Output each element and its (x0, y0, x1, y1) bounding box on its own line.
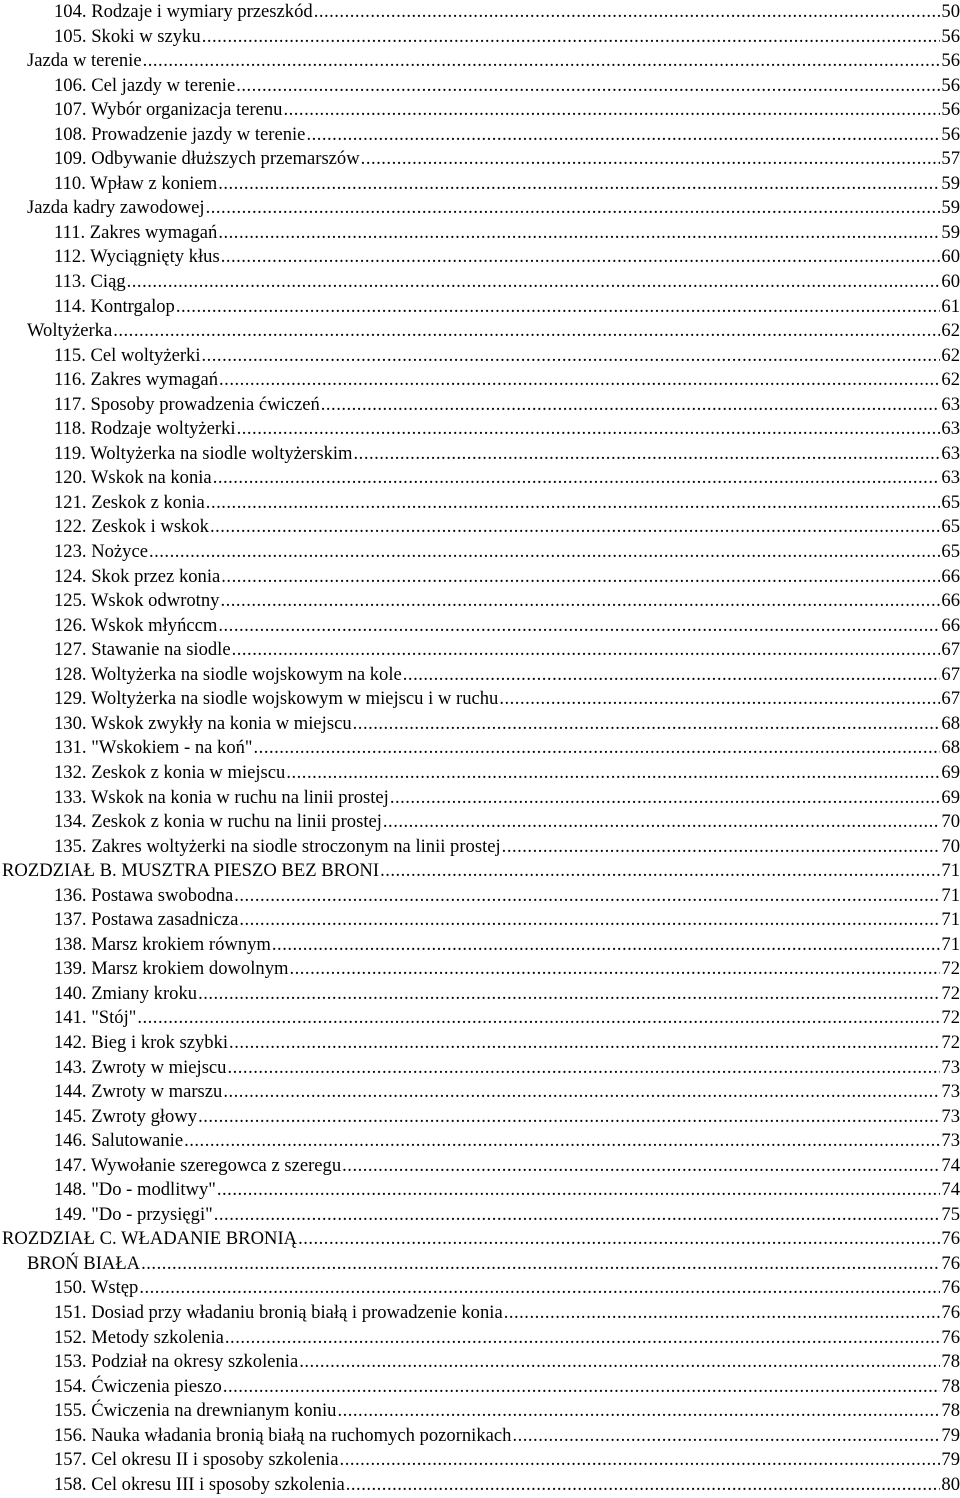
toc-entry-title: 130. Wskok zwykły na konia w miejscu (54, 712, 352, 734)
toc-entry (0, 25, 960, 50)
toc-entry-title: 129. Woltyżerka na siodle wojskowym w miejscu i w ruchu (54, 688, 499, 710)
toc-leader-dots (137, 1006, 940, 1031)
toc-entry (0, 957, 960, 982)
toc-entry (0, 123, 960, 148)
toc-entry-title: 127. Stawanie na siodle (54, 639, 231, 661)
toc-entry (0, 982, 960, 1007)
toc-page-number: 78 (941, 1400, 960, 1422)
toc-entry (0, 270, 960, 295)
toc-leader-dots (214, 1203, 941, 1228)
toc-page-number: 67 (941, 663, 960, 685)
toc-entry-title: 155. Ćwiczenia na drewnianym koniu (54, 1400, 337, 1422)
toc-page-number: 67 (941, 639, 960, 661)
toc-entry (0, 147, 960, 172)
toc-entry-title: 111. Zakres wymagań (54, 221, 218, 243)
toc-entry-title: 124. Skok przez konia (54, 565, 221, 587)
toc-entry-title: 154. Ćwiczenia pieszo (54, 1375, 222, 1397)
toc-leader-dots (286, 761, 940, 786)
toc-page-number: 66 (941, 614, 960, 636)
toc-entry-title: 114. Kontrgalop (54, 295, 175, 317)
toc-entry (0, 1448, 960, 1473)
toc-leader-dots (340, 1448, 941, 1473)
toc-leader-dots (202, 25, 941, 50)
toc-page-number: 74 (941, 1154, 960, 1176)
toc-entry-title: 158. Cel okresu III i sposoby szkolenia (54, 1473, 345, 1495)
toc-page-number: 68 (941, 712, 960, 734)
toc-leader-dots (213, 466, 941, 491)
toc-leader-dots (141, 1252, 940, 1277)
toc-entry (0, 172, 960, 197)
toc-entry-title: 135. Zakres woltyżerki na siodle stroczonym na linii prostej (54, 835, 501, 857)
toc-entry (0, 368, 960, 393)
toc-leader-dots (403, 663, 941, 688)
toc-page-number: 56 (941, 74, 960, 96)
toc-entry (0, 540, 960, 565)
toc-page-number: 76 (941, 1228, 960, 1250)
toc-entry-title: 104. Rodzaje i wymiary przeszkód (54, 1, 313, 22)
toc-entry-title: 126. Wskok młyńccm (54, 614, 218, 636)
toc-page-number: 57 (941, 148, 960, 170)
toc-entry (0, 1326, 960, 1351)
toc-entry-title: 147. Wywołanie szeregowca z szeregu (54, 1154, 342, 1176)
toc-entry-title: 106. Cel jazdy w terenie (54, 74, 236, 96)
toc-page-number: 69 (941, 761, 960, 783)
toc-entry-title: 120. Wskok na konia (54, 467, 212, 489)
toc-entry (0, 638, 960, 663)
toc-entry (0, 1473, 960, 1498)
toc-entry (0, 515, 960, 540)
toc-page-number: 76 (941, 1301, 960, 1323)
toc-leader-dots (198, 1105, 940, 1130)
toc-page-number: 71 (941, 884, 960, 906)
toc-leader-dots (234, 884, 940, 909)
toc-leader-dots (206, 491, 941, 516)
toc-entry (0, 1080, 960, 1105)
toc-entry (0, 1375, 960, 1400)
toc-entry-title: 125. Wskok odwrotny (54, 590, 220, 612)
toc-page-number: 80 (941, 1473, 960, 1495)
toc-entry-title: 151. Dosiad przy władaniu bronią białą i prowadzenie konia (54, 1301, 503, 1323)
toc-leader-dots (254, 736, 941, 761)
toc-page-number: 59 (941, 221, 960, 243)
toc-entry-title: 133. Wskok na konia w ruchu na linii prostej (54, 786, 389, 808)
toc-page-number: 65 (941, 541, 960, 563)
toc-entry (0, 663, 960, 688)
toc-entry (0, 1178, 960, 1203)
toc-entry (0, 1105, 960, 1130)
toc-leader-dots (184, 1129, 940, 1154)
toc-leader-dots (223, 1375, 941, 1400)
toc-page-number: 72 (941, 1007, 960, 1029)
toc-leader-dots (218, 221, 940, 246)
toc-page-number: 73 (941, 1081, 960, 1103)
toc-entry (0, 712, 960, 737)
toc-page-number: 56 (941, 123, 960, 145)
toc-entry (0, 442, 960, 467)
toc-entry (0, 810, 960, 835)
toc-leader-dots (314, 0, 941, 25)
toc-page-number: 78 (941, 1375, 960, 1397)
toc-entry-title: 131. "Wskokiem - na koń" (54, 737, 253, 759)
toc-page-number: 50 (941, 1, 960, 22)
toc-entry (0, 1399, 960, 1424)
toc-entry-title: 113. Ciąg (54, 271, 126, 293)
toc-entry-title: 138. Marsz krokiem równym (54, 933, 271, 955)
toc-entry-title: 139. Marsz krokiem dowolnym (54, 958, 289, 980)
toc-leader-dots (201, 344, 940, 369)
toc-page-number: 62 (941, 369, 960, 391)
toc-entry (0, 589, 960, 614)
toc-leader-dots (380, 859, 940, 884)
toc-leader-dots (499, 687, 940, 712)
toc-entry-title: 142. Bieg i krok szybki (54, 1031, 229, 1053)
toc-page-number: 56 (941, 50, 960, 72)
toc-leader-dots (229, 1031, 940, 1056)
toc-entry (0, 565, 960, 590)
toc-entry (0, 491, 960, 516)
toc-page-number: 63 (941, 442, 960, 464)
toc-entry-title: 140. Zmiany kroku (54, 982, 198, 1004)
toc-entry-title: 132. Zeskok z konia w miejscu (54, 761, 286, 783)
toc-entry-title: 117. Sposoby prowadzenia ćwiczeń (54, 393, 320, 415)
toc-entry-title: 152. Metody szkolenia (54, 1326, 224, 1348)
toc-entry-title: 119. Woltyżerka na siodle woltyżerskim (54, 442, 353, 464)
toc-entry (0, 835, 960, 860)
toc-entry (0, 393, 960, 418)
toc-leader-dots (113, 319, 940, 344)
toc-entry (0, 1129, 960, 1154)
toc-page-number: 60 (941, 246, 960, 268)
toc-entry (0, 49, 960, 74)
toc-entry-title: 136. Postawa swobodna (54, 884, 234, 906)
toc-page-number: 65 (941, 516, 960, 538)
toc-entry-title: 128. Woltyżerka na siodle wojskowym na kole (54, 663, 402, 685)
toc-entry-title: 156. Nauka władania bronią białą na ruchomych pozornikach (54, 1424, 512, 1446)
toc-entry-title: 141. "Stój" (54, 1007, 137, 1029)
toc-entry (0, 245, 960, 270)
toc-leader-dots (221, 245, 941, 270)
toc-leader-dots (198, 982, 940, 1007)
toc-page-number: 78 (941, 1351, 960, 1373)
toc-page-number: 62 (941, 320, 960, 342)
toc-entry (0, 761, 960, 786)
toc-entry (0, 466, 960, 491)
toc-leader-dots (232, 638, 941, 663)
toc-entry (0, 736, 960, 761)
toc-page-number: 76 (941, 1326, 960, 1348)
toc-leader-dots (502, 835, 941, 860)
toc-entry (0, 1006, 960, 1031)
toc-page-number: 71 (941, 860, 960, 882)
toc-leader-dots (236, 74, 940, 99)
toc-entry (0, 221, 960, 246)
toc-entry (0, 908, 960, 933)
toc-leader-dots (289, 957, 940, 982)
toc-entry-title: 146. Salutowanie (54, 1130, 184, 1152)
toc-leader-dots (342, 1154, 940, 1179)
toc-leader-dots (127, 270, 941, 295)
toc-entry (0, 196, 960, 221)
toc-page-number: 72 (941, 1031, 960, 1053)
toc-entry-title: 118. Rodzaje woltyżerki (54, 418, 236, 440)
toc-leader-dots (353, 712, 941, 737)
toc-entry-title: 123. Nożyce (54, 541, 148, 563)
toc-page-number: 73 (941, 1105, 960, 1127)
toc-leader-dots (220, 589, 940, 614)
toc-page-number: 61 (941, 295, 960, 317)
toc-leader-dots (223, 1080, 940, 1105)
toc-leader-dots (176, 295, 941, 320)
toc-leader-dots (298, 1227, 940, 1252)
toc-leader-dots (239, 908, 940, 933)
toc-page-number: 63 (941, 418, 960, 440)
toc-page-number: 73 (941, 1130, 960, 1152)
toc-page-number: 69 (941, 786, 960, 808)
toc-entry (0, 1031, 960, 1056)
toc-entry-title: 150. Wstęp (54, 1277, 139, 1299)
toc-entry (0, 933, 960, 958)
toc-leader-dots (219, 368, 940, 393)
toc-entry-title: Woltyżerka (27, 320, 113, 342)
toc-page-number: 79 (941, 1449, 960, 1471)
toc-entry (0, 884, 960, 909)
toc-entry-title: 109. Odbywanie dłuższych przemarszów (54, 148, 360, 170)
toc-entry-title: 137. Postawa zasadnicza (54, 909, 239, 931)
toc-entry (0, 786, 960, 811)
toc-entry (0, 1252, 960, 1277)
toc-entry-title: ROZDZIAŁ B. MUSZTRA PIESZO BEZ BRONI (2, 860, 380, 882)
toc-entry-title: 107. Wybór organizacja terenu (54, 99, 283, 121)
toc-entry-title: 145. Zwroty głowy (54, 1105, 198, 1127)
toc-leader-dots (512, 1424, 940, 1449)
toc-page-number: 71 (941, 909, 960, 931)
toc-page-number: 59 (941, 197, 960, 219)
toc-entry-title: Jazda w terenie (27, 50, 142, 72)
toc-leader-dots (504, 1301, 941, 1326)
toc-leader-dots (218, 172, 940, 197)
toc-entry-title: 148. "Do - modlitwy" (54, 1179, 216, 1201)
toc-entry (0, 344, 960, 369)
toc-entry-title: 116. Zakres wymagań (54, 369, 219, 391)
toc-entry (0, 417, 960, 442)
toc-entry-title: 105. Skoki w szyku (54, 25, 201, 47)
toc-leader-dots (210, 515, 940, 540)
toc-leader-dots (218, 614, 940, 639)
toc-page-number: 63 (941, 467, 960, 489)
toc-entry-title: 110. Wpław z koniem (54, 172, 218, 194)
toc-page-number: 59 (941, 172, 960, 194)
toc-leader-dots (306, 123, 940, 148)
toc-entry-title: 134. Zeskok z konia w ruchu na linii prostej (54, 811, 382, 833)
toc-page-number: 73 (941, 1056, 960, 1078)
toc-page-number: 65 (941, 491, 960, 513)
toc-entry (0, 687, 960, 712)
toc-page-number: 72 (941, 982, 960, 1004)
toc-entry (0, 98, 960, 123)
toc-page-number: 56 (941, 25, 960, 47)
toc-entry (0, 859, 960, 884)
toc-leader-dots (346, 1473, 941, 1498)
toc-entry-title: ROZDZIAŁ C. WŁADANIE BRONIĄ (2, 1228, 298, 1250)
toc-page-number: 72 (941, 958, 960, 980)
toc-entry (0, 1227, 960, 1252)
toc-entry (0, 0, 960, 25)
toc-page-number: 79 (941, 1424, 960, 1446)
toc-leader-dots (143, 49, 941, 74)
toc-entry (0, 319, 960, 344)
toc-entry-title: 108. Prowadzenie jazdy w terenie (54, 123, 306, 145)
toc-leader-dots (227, 1056, 940, 1081)
toc-entry (0, 1056, 960, 1081)
toc-entry-title: 112. Wyciągnięty kłus (54, 246, 220, 268)
toc-leader-dots (217, 1178, 941, 1203)
toc-entry (0, 74, 960, 99)
toc-page-number: 71 (941, 933, 960, 955)
toc-entry (0, 1350, 960, 1375)
toc-leader-dots (206, 196, 941, 221)
toc-leader-dots (354, 442, 941, 467)
toc-page-number: 56 (941, 99, 960, 121)
toc-page-number: 75 (941, 1203, 960, 1225)
toc-entry-title: 115. Cel woltyżerki (54, 344, 201, 366)
toc-page-number: 60 (941, 271, 960, 293)
toc-entry (0, 1203, 960, 1228)
toc-leader-dots (139, 1276, 940, 1301)
toc-leader-dots (361, 147, 941, 172)
toc-entry (0, 1154, 960, 1179)
toc-leader-dots (299, 1350, 940, 1375)
toc-leader-dots (321, 393, 941, 418)
toc-page-number: 62 (941, 344, 960, 366)
toc-entry (0, 1424, 960, 1449)
toc-entry-title: Jazda kadry zawodowej (27, 197, 205, 219)
toc-page-number: 74 (941, 1179, 960, 1201)
toc-page-number: 76 (941, 1277, 960, 1299)
toc-page-number: 67 (941, 688, 960, 710)
toc-entry (0, 1301, 960, 1326)
toc-leader-dots (383, 810, 941, 835)
toc-entry-title: 149. "Do - przysięgi" (54, 1203, 213, 1225)
toc-page-number: 66 (941, 590, 960, 612)
toc-leader-dots (337, 1399, 940, 1424)
toc-entry (0, 614, 960, 639)
toc-entry-title: BROŃ BIAŁA (27, 1252, 141, 1274)
toc-entry-title: 122. Zeskok i wskok (54, 516, 209, 538)
toc-leader-dots (221, 565, 940, 590)
toc-entry-title: 144. Zwroty w marszu (54, 1081, 223, 1103)
toc-entry-title: 153. Podział na okresy szkolenia (54, 1351, 299, 1373)
toc-entry-title: 121. Zeskok z konia (54, 491, 205, 513)
toc-entry-title: 143. Zwroty w miejscu (54, 1056, 227, 1078)
toc-entry-title: 157. Cel okresu II i sposoby szkolenia (54, 1449, 339, 1471)
toc-leader-dots (237, 417, 941, 442)
toc-entry (0, 1276, 960, 1301)
toc-page-number: 70 (941, 811, 960, 833)
toc-page-number: 76 (941, 1252, 960, 1274)
toc-entry (0, 295, 960, 320)
toc-page-number: 66 (941, 565, 960, 587)
toc-leader-dots (149, 540, 940, 565)
toc-page-number: 68 (941, 737, 960, 759)
toc-leader-dots (225, 1326, 941, 1351)
toc-page-number: 70 (941, 835, 960, 857)
toc-leader-dots (390, 786, 941, 811)
toc-page-number: 63 (941, 393, 960, 415)
toc-leader-dots (283, 98, 940, 123)
toc-leader-dots (272, 933, 941, 958)
